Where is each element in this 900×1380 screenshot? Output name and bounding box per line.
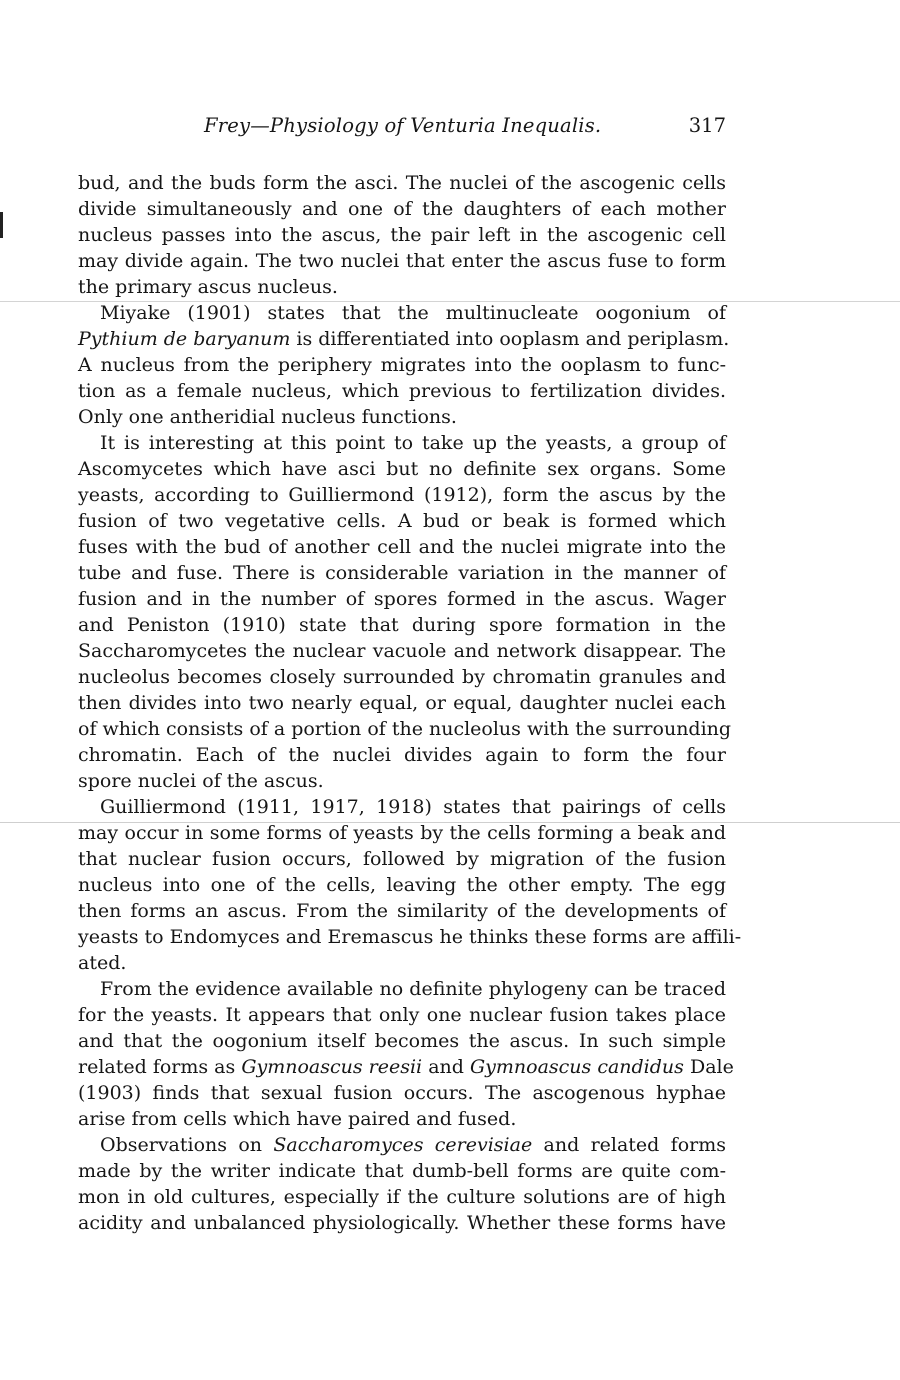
running-title: Frey—Physiology of Venturia Inequalis. [204,114,602,137]
text-line: It is interesting at this point to take up the yeasts, a group of [100,432,726,454]
text-fragment: is differentiated into ooplasm and periplasm. [296,328,730,350]
paragraph-5 [78,976,734,1132]
paragraph-3 [78,430,732,794]
text-line: then divides into two nearly equal, or equal, daughter nuclei each [78,692,726,714]
text-fragment: related forms as [78,1056,236,1078]
running-header [78,114,726,142]
text-line: that nuclear fusion occurs, followed by migration of the fusion [78,848,726,870]
body-text [78,170,742,1236]
text-line: of which consists of a portion of the nucleolus with the surrounding [78,718,732,740]
text-line: may occur in some forms of yeasts by the cells forming a beak and [78,822,726,844]
species-name: Gymnoascus candidus [469,1056,684,1078]
text-line [78,326,730,352]
text-line: Miyake (1901) states that the multinucleate oogonium of [100,302,726,324]
text-line: and Peniston (1910) state that during spore formation in the [78,614,726,636]
text-line: the primary ascus nucleus. [78,276,338,298]
paragraph-2 [78,300,730,430]
text-line: then forms an ascus. From the similarity of the developments of [78,900,726,922]
text-line: bud, and the buds form the asci. The nuclei of the ascogenic cells [78,172,726,194]
text-line: A nucleus from the periphery migrates into the ooplasm to func- [78,354,726,376]
text-line: nucleus into one of the cells, leaving the other empty. The egg [78,874,726,896]
text-line: fusion of two vegetative cells. A bud or beak is formed which [78,510,726,532]
text-line: Saccharomycetes the nuclear vacuole and network disappear. The [78,640,726,662]
text-line: fusion and in the number of spores formed in the ascus. Wager [78,588,726,610]
paragraph-1 [78,170,726,300]
text-fragment: and [428,1056,464,1078]
text-line: yeasts, according to Guilliermond (1912), form the ascus by the [78,484,726,506]
text-line [78,1054,734,1080]
text-line: From the evidence available no definite phylogeny can be traced [100,978,726,1000]
text-line: tube and fuse. There is considerable variation in the manner of [78,562,726,584]
text-line: spore nuclei of the ascus. [78,770,324,792]
text-line: chromatin. Each of the nuclei divides again to form the four [78,744,726,766]
text-line: acidity and unbalanced physiologically. Whether these forms have [78,1212,726,1234]
text-line: nucleolus becomes closely surrounded by chromatin granules and [78,666,726,688]
text-line: for the yeasts. It appears that only one nuclear fusion takes place [78,1004,726,1026]
text-line: tion as a female nucleus, which previous to fertilization divides. [78,380,726,402]
text-line: divide simultaneously and one of the daughters of each mother [78,198,726,220]
text-line: and that the oogonium itself becomes the ascus. In such simple [78,1030,726,1052]
text-fragment: and related forms [543,1134,726,1156]
text-fragment: Dale [689,1056,734,1078]
text-line [78,1132,726,1158]
text-line: made by the writer indicate that dumb-bell forms are quite com- [78,1160,726,1182]
text-line: Ascomycetes which have asci but no definite sex organs. Some [78,458,726,480]
text-line: ated. [78,952,127,974]
text-line: mon in old cultures, especially if the culture solutions are of high [78,1186,726,1208]
text-line: arise from cells which have paired and fused. [78,1108,517,1130]
text-line: may divide again. The two nuclei that enter the ascus fuse to form [78,250,726,272]
paragraph-4 [78,794,742,976]
text-line: Guilliermond (1911, 1917, 1918) states that pairings of cells [100,796,726,818]
paragraph-6 [78,1132,726,1236]
page-number: 317 [688,114,726,137]
text-line: nucleus passes into the ascus, the pair left in the ascogenic cell [78,224,726,246]
species-name: Saccharomyces cerevisiae [273,1134,533,1156]
species-name: Pythium de baryanum [78,328,291,350]
species-name: Gymnoascus reesii [241,1056,423,1078]
text-line: (1903) finds that sexual fusion occurs. The ascogenous hyphae [78,1082,726,1104]
text-line: fuses with the bud of another cell and the nuclei migrate into the [78,536,726,558]
text-fragment: Observations on [100,1134,263,1156]
text-line: Only one antheridial nucleus functions. [78,406,457,428]
text-line: yeasts to Endomyces and Eremascus he thinks these forms are affili- [78,926,742,948]
scan-edge-mark [0,212,3,238]
